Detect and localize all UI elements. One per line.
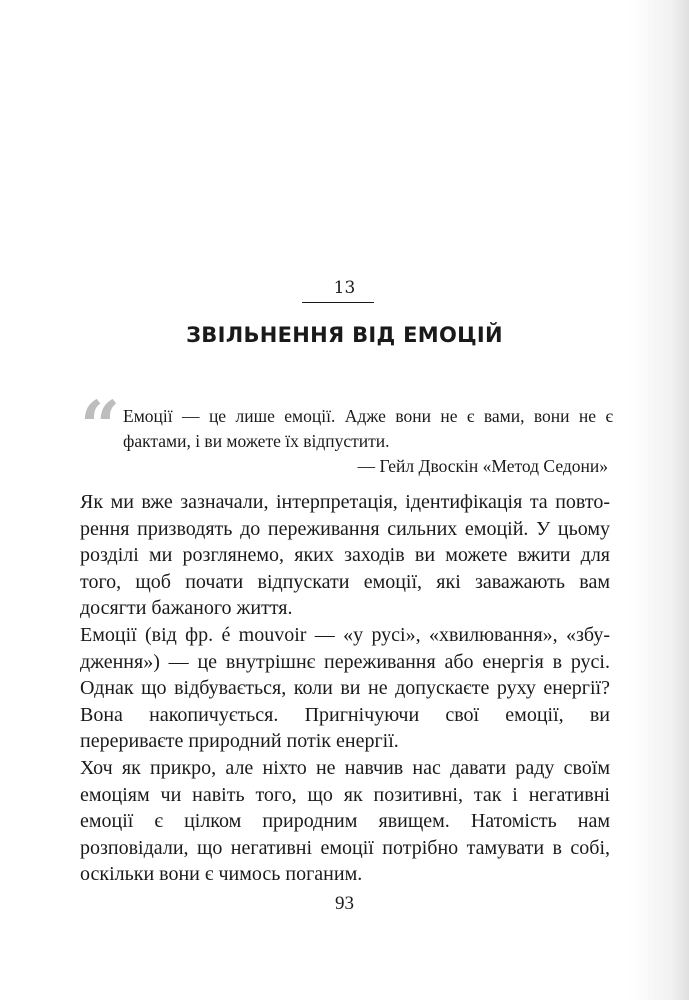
epigraph-author: — Гейл Двоскін «Метод Седони» (357, 456, 608, 476)
chapter-divider (302, 302, 374, 303)
epigraph-text: Емоції — це лише емоції. Адже вони не є вами, вони не є фактами, і ви можете їх відпустити. (123, 406, 613, 451)
body-paragraph-3: Хоч як прикро, але ніхто не навчив нас давати раду своїм емоціям чи навіть того, що як позитивні, так і негативні емоції є цілком природним явищем. Натомість нам розповідали, що негативні емоції потрібно тамувати в собі, оскільки вони є чимось поганим. (80, 757, 610, 885)
quote-mark-icon: “ (80, 385, 121, 468)
chapter-number: 13 (333, 278, 356, 298)
epigraph (80, 385, 613, 488)
body-paragraph-1: Як ми вже зазначали, інтерпретація, ідентифікація та повторення призводять до переживання сильних емоцій. У цьому розділі ми розглянемо, яких заходів ви можете вжити для того, щоб почати відпускати емоції, які заважають вам досягти бажаного життя. (80, 491, 610, 619)
chapter-title: ЗВІЛЬНЕННЯ ВІД ЕМОЦІЙ (186, 323, 503, 347)
body-paragraph-2: Емоції (від фр. é mouvoir — «у русі», «хвилювання», «збудження») — це внутрішнє переживання або енергія в русі. Однак що відбувається, коли ви не допускаєте руху енергії? Вона накопичується. Пригнічуючи свої емоції, ви перериваєте природний потік енергії. (80, 624, 610, 752)
page-edge-shadow (629, 0, 689, 1000)
page-number: 93 (335, 893, 354, 914)
